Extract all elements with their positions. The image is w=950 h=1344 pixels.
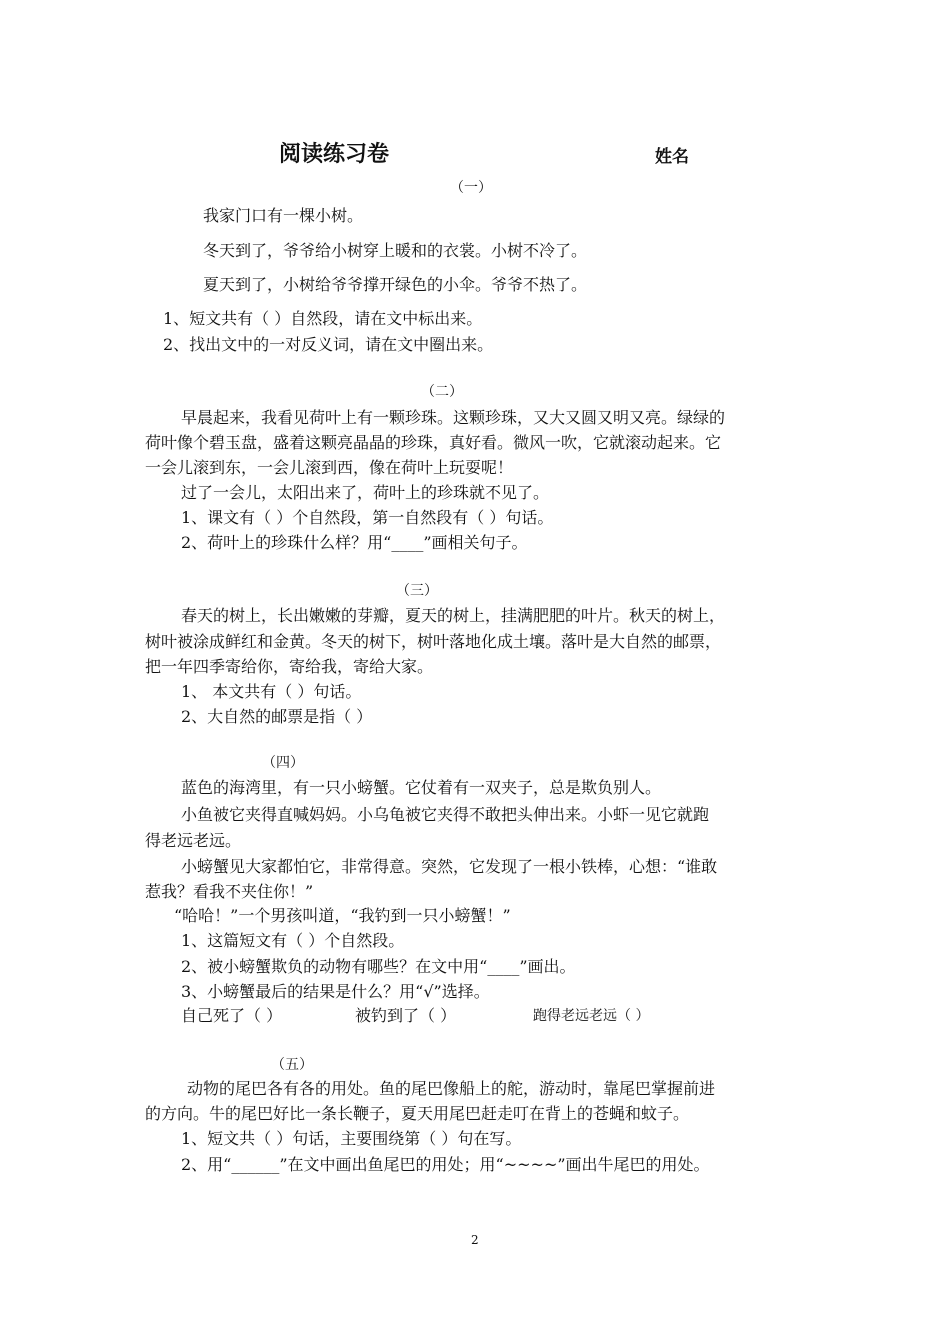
passage-line: 冬天到了，爷爷给小树穿上暖和的衣裳。小树不冷了。: [203, 241, 588, 260]
passage-line: 荷叶像个碧玉盘，盛着这颗亮晶晶的珍珠，真好看。微风一吹，它就滚动起来。它: [145, 433, 722, 452]
passage-line: 夏天到了，小树给爷爷撑开绿色的小伞。爷爷不热了。: [203, 275, 588, 294]
question-1: 1、短文共（ ）句话，主要围绕第（ ）句在写。: [181, 1129, 522, 1148]
question-2: 2、用“______”在文中画出鱼尾巴的用处；用“~~~~”画出牛尾巴的用处。: [181, 1155, 710, 1174]
section-heading: （三）: [396, 583, 438, 599]
passage-line: 动物的尾巴各有各的用处。鱼的尾巴像船上的舵，游动时，靠尾巴掌握前进: [187, 1079, 716, 1098]
question-1: 1、 本文共有（ ）句话。: [181, 682, 362, 701]
passage-line: 春天的树上，长出嫩嫩的芽瓣，夏天的树上，挂满肥肥的叶片。秋天的树上，: [181, 606, 726, 625]
section-heading: （四）: [262, 755, 304, 771]
page-number: 2: [471, 1233, 479, 1247]
passage-line: 的方向。牛的尾巴好比一条长鞭子，夏天用尾巴赶走叮在背上的苍蝇和蚊子。: [145, 1104, 690, 1123]
passage-line: 把一年四季寄给你，寄给我，寄给大家。: [145, 657, 434, 676]
section-heading: （五）: [271, 1057, 313, 1073]
choice-option-1: 自己死了（ ）: [181, 1006, 283, 1025]
question-2: 2、被小螃蟹欺负的动物有哪些？在文中用“____”画出。: [181, 957, 576, 976]
question-2: 2、大自然的邮票是指（ ）: [181, 707, 373, 726]
passage-line: 小鱼被它夹得直喊妈妈。小乌龟被它夹得不敢把头伸出来。小虾一见它就跑: [181, 805, 710, 824]
section-heading: （二）: [421, 384, 463, 400]
passage-line: 早晨起来，我看见荷叶上有一颗珍珠。这颗珍珠，又大又圆又明又亮。绿绿的: [181, 408, 726, 427]
passage-line: 惹我？看我不夹住你！”: [145, 882, 314, 901]
question-1: 1、课文有（ ）个自然段，第一自然段有（ ）句话。: [181, 508, 554, 527]
choice-option-3: 跑得老远老远（ ）: [533, 1008, 650, 1024]
passage-line: 小螃蟹见大家都怕它，非常得意。突然，它发现了一根小铁棒，心想：“谁敢: [181, 857, 718, 876]
question-2: 2、找出文中的一对反义词，请在文中圈出来。: [163, 335, 494, 354]
question-1: 1、短文共有（ ）自然段，请在文中标出来。: [163, 309, 483, 328]
passage-line: “哈哈！”一个男孩叫道，“我钓到一只小螃蟹！”: [174, 906, 511, 925]
page-title: 阅读练习卷: [279, 142, 390, 167]
choice-option-2: 被钓到了（ ）: [355, 1006, 457, 1025]
passage-line: 一会儿滚到东，一会儿滚到西，像在荷叶上玩耍呢！: [145, 458, 514, 477]
question-2: 2、荷叶上的珍珠什么样？用“____”画相关句子。: [181, 533, 528, 552]
passage-line: 树叶被涂成鲜红和金黄。冬天的树下，树叶落地化成土壤。落叶是大自然的邮票，: [145, 632, 722, 651]
passage-line: 我家门口有一棵小树。: [203, 206, 364, 225]
question-1: 1、这篇短文有（ ）个自然段。: [181, 931, 405, 950]
name-label: 姓名: [655, 147, 689, 167]
passage-line: 蓝色的海湾里，有一只小螃蟹。它仗着有一双夹子，总是欺负别人。: [181, 778, 662, 797]
passage-line: 得老远老远。: [145, 831, 242, 850]
question-3: 3、小螃蟹最后的结果是什么？用“√”选择。: [181, 982, 490, 1001]
section-heading: （一）: [450, 180, 492, 196]
passage-line: 过了一会儿，太阳出来了，荷叶上的珍珠就不见了。: [181, 483, 550, 502]
